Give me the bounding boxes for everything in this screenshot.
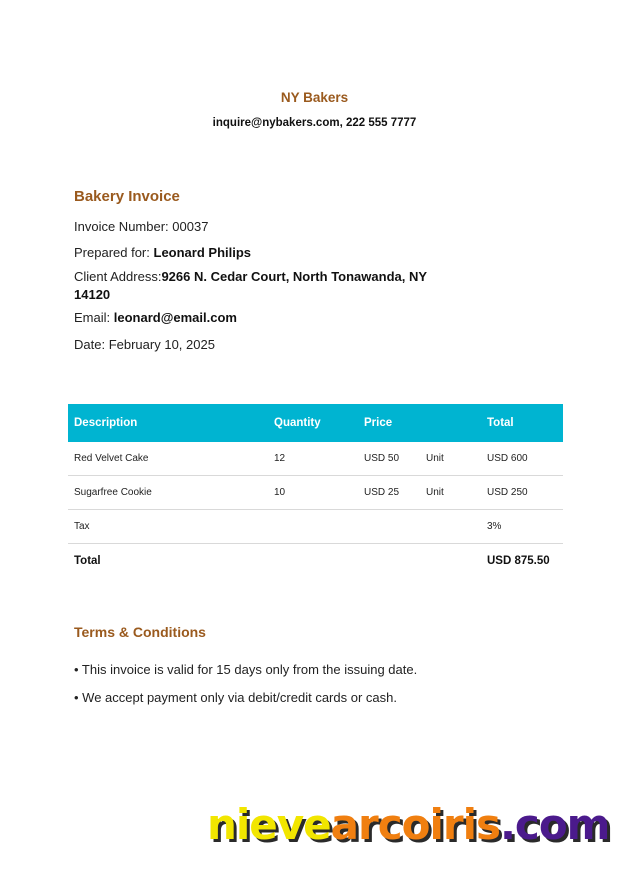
cell-unit: Unit	[420, 442, 481, 476]
empty-cell	[268, 544, 358, 578]
invoice-table	[68, 404, 563, 577]
cell-quantity: 10	[268, 476, 358, 510]
watermark-part-com: .com	[499, 800, 610, 849]
header-price: Price	[364, 417, 393, 429]
cell-unit: Unit	[420, 476, 481, 510]
invoice-title: Bakery Invoice	[74, 188, 180, 205]
total-value: USD 875.50	[487, 554, 550, 567]
terms-title: Terms & Conditions	[74, 624, 206, 640]
company-name: NY Bakers	[280, 90, 349, 105]
header-quantity: Quantity	[274, 417, 321, 429]
watermark-part-arcoiris: arcoiris	[330, 800, 500, 849]
prepared-for-field	[74, 245, 251, 260]
cell-price	[358, 510, 420, 544]
cell-total: 3%	[481, 510, 563, 544]
cell-description: Sugarfree Cookie	[68, 476, 268, 510]
cell-description: Tax	[68, 510, 268, 544]
email-value: leonard@email.com	[113, 310, 237, 325]
terms-item: • We accept payment only via debit/credit cards or cash.	[74, 690, 397, 705]
empty-cell	[358, 544, 420, 578]
invoice-number-value: 00037	[172, 219, 209, 234]
cell-total: USD 250	[481, 476, 563, 510]
cell-unit	[420, 510, 481, 544]
empty-cell	[420, 544, 481, 578]
table-row-tax	[68, 510, 563, 544]
date-value: February 10, 2025	[108, 337, 215, 352]
email-field	[74, 310, 237, 325]
cell-total: USD 600	[481, 442, 563, 476]
invoice-number-label: Invoice Number:	[74, 219, 169, 234]
table-header-row	[68, 404, 563, 442]
cell-quantity: 12	[268, 442, 358, 476]
client-address-label: Client Address:	[74, 269, 162, 284]
table-total-row	[68, 544, 563, 578]
table-row	[68, 476, 563, 510]
header-total: Total	[487, 417, 514, 429]
cell-price: USD 25	[358, 476, 420, 510]
cell-price: USD 50	[358, 442, 420, 476]
total-label: Total	[74, 554, 101, 567]
client-address-field	[74, 268, 454, 304]
company-contact: inquire@nybakers.com, 222 555 7777	[212, 117, 417, 129]
prepared-for-label: Prepared for:	[74, 245, 150, 260]
cell-description: Red Velvet Cake	[68, 442, 268, 476]
email-label: Email:	[74, 310, 111, 325]
invoice-number-field	[74, 219, 208, 234]
table-row	[68, 442, 563, 476]
watermark-logo	[207, 800, 609, 849]
header-description: Description	[74, 417, 138, 429]
client-address-value: 9266 N. Cedar Court, North Tonawanda, NY 14120	[74, 269, 427, 302]
watermark-part-nieve: nieve	[207, 800, 331, 849]
cell-quantity	[268, 510, 358, 544]
date-field	[74, 337, 215, 352]
terms-item: • This invoice is valid for 15 days only from the issuing date.	[74, 662, 418, 677]
prepared-for-value: Leonard Philips	[153, 245, 252, 260]
header-unit	[420, 404, 481, 442]
date-label: Date:	[74, 337, 106, 352]
